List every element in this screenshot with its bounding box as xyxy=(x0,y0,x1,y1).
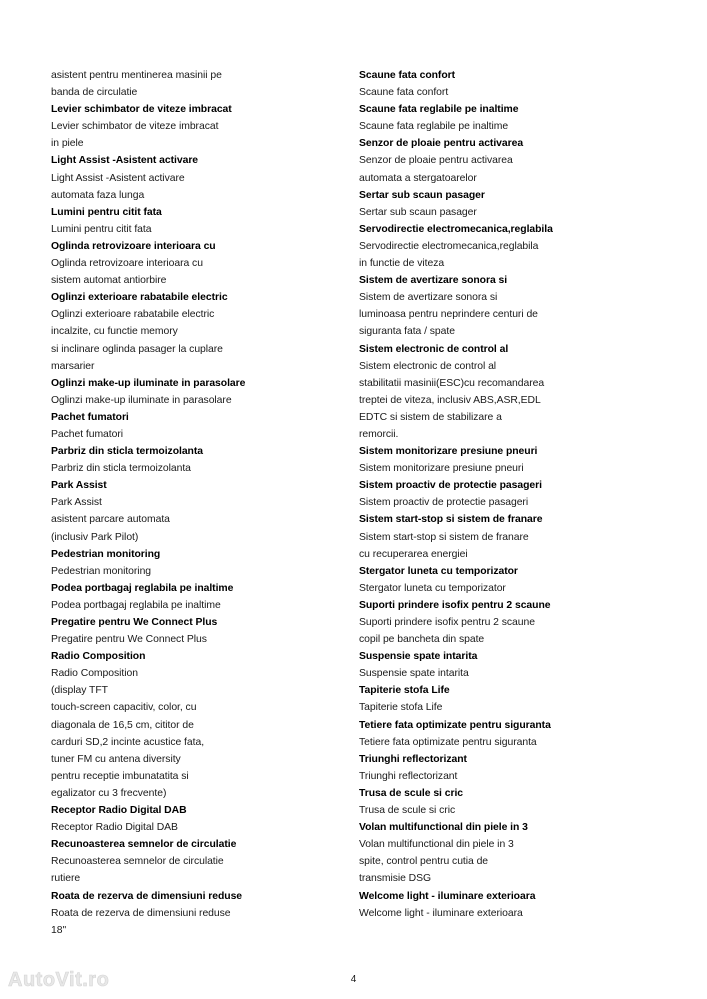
feature-description: Tetiere fata optimizate pentru siguranta xyxy=(359,736,537,748)
feature-description: Suspensie spate intarita xyxy=(359,668,469,680)
feature-heading: Oglinzi make-up iluminate in parasolare xyxy=(51,377,246,389)
feature-description: sistem automat antiorbire xyxy=(51,275,167,287)
feature-heading: Podea portbagaj reglabila pe inaltime xyxy=(51,582,234,594)
feature-description: Volan multifunctional din piele in 3 xyxy=(359,839,514,851)
feature-description: Sertar sub scaun pasager xyxy=(359,206,477,218)
feature-heading: Servodirectie electromecanica,reglabila xyxy=(359,223,553,235)
feature-heading: Park Assist xyxy=(51,480,107,492)
feature-heading: Tetiere fata optimizate pentru siguranta xyxy=(359,719,551,731)
feature-description: Sistem monitorizare presiune pneuri xyxy=(359,463,524,475)
feature-description: Sistem de avertizare sonora si xyxy=(359,292,498,304)
feature-description: treptei de viteza, inclusiv ABS,ASR,EDL xyxy=(359,394,541,406)
feature-description: asistent parcare automata xyxy=(51,514,170,526)
feature-description: automata a stergatoarelor xyxy=(359,172,477,184)
feature-description: Oglinzi exterioare rabatabile electric xyxy=(51,309,215,321)
feature-description: Pachet fumatori xyxy=(51,428,124,440)
feature-heading: Trusa de scule si cric xyxy=(359,787,464,799)
feature-description: Scaune fata reglabile pe inaltime xyxy=(359,121,509,133)
feature-description: Suporti prindere isofix pentru 2 scaune xyxy=(359,617,535,628)
feature-description: cu recuperarea energiei xyxy=(359,548,468,560)
page-number: 4 xyxy=(350,974,357,985)
feature-heading: Senzor de ploaie pentru activarea xyxy=(359,138,524,150)
feature-description: in piele xyxy=(51,138,84,150)
feature-description: EDTC si sistem de stabilizare a xyxy=(359,411,502,423)
feature-description: marsarier xyxy=(51,360,95,372)
feature-heading: Levier schimbator de viteze imbracat xyxy=(51,104,232,116)
feature-description: diagonala de 16,5 cm, cititor de xyxy=(51,719,194,731)
feature-description: si inclinare oglinda pasager la cuplare xyxy=(51,343,223,355)
feature-heading: Recunoasterea semnelor de circulatie xyxy=(51,839,237,851)
feature-description: Parbriz din sticla termoizolanta xyxy=(51,463,191,475)
feature-description: Senzor de ploaie pentru activarea xyxy=(359,155,513,167)
feature-heading: Pedestrian monitoring xyxy=(51,548,161,560)
feature-heading: Tapiterie stofa Life xyxy=(359,685,450,697)
feature-heading: Stergator luneta cu temporizator xyxy=(359,565,518,577)
feature-description: spite, control pentru cutia de xyxy=(359,856,489,868)
feature-heading: Lumini pentru citit fata xyxy=(51,206,162,218)
feature-heading: Pregatire pentru We Connect Plus xyxy=(51,617,218,628)
feature-description: Roata de rezerva de dimensiuni reduse xyxy=(51,907,231,919)
feature-description: siguranta fata / spate xyxy=(359,326,455,338)
feature-heading: Sistem monitorizare presiune pneuri xyxy=(359,446,538,458)
feature-heading: Volan multifunctional din piele in 3 xyxy=(359,822,528,834)
feature-description: Sistem start-stop si sistem de franare xyxy=(359,531,529,543)
feature-description: egalizator cu 3 frecvente) xyxy=(51,787,167,799)
feature-description: Servodirectie electromecanica,reglabila xyxy=(359,240,539,252)
feature-heading: Sistem electronic de control al xyxy=(359,343,509,355)
feature-heading: Suporti prindere isofix pentru 2 scaune xyxy=(359,599,551,611)
feature-description: 18" xyxy=(51,924,67,936)
feature-description: Sistem electronic de control al xyxy=(359,360,497,372)
feature-heading: Receptor Radio Digital DAB xyxy=(51,805,187,817)
feature-description: in functie de viteza xyxy=(359,258,445,270)
feature-heading: Oglinzi exterioare rabatabile electric xyxy=(51,292,228,304)
feature-description: Trusa de scule si cric xyxy=(359,805,456,817)
feature-description: Welcome light - iluminare exterioara xyxy=(359,907,523,919)
feature-description: Oglinda retrovizoare interioara cu xyxy=(51,258,203,270)
feature-description: transmisie DSG xyxy=(359,873,432,885)
feature-description: pentru receptie imbunatatita si xyxy=(51,770,189,782)
feature-description: Recunoasterea semnelor de circulatie xyxy=(51,856,224,868)
feature-description: Radio Composition xyxy=(51,668,138,680)
left-column xyxy=(51,67,351,939)
feature-heading: Triunghi reflectorizant xyxy=(359,753,467,765)
feature-description: Pregatire pentru We Connect Plus xyxy=(51,634,207,646)
right-column xyxy=(359,67,659,922)
watermark-logo: AutoVit.ro xyxy=(8,969,110,991)
feature-description: automata faza lunga xyxy=(51,189,145,201)
feature-description: Podea portbagaj reglabila pe inaltime xyxy=(51,599,221,611)
feature-description: copil pe bancheta din spate xyxy=(359,634,485,646)
feature-description: rutiere xyxy=(51,873,81,885)
feature-heading: Sistem de avertizare sonora si xyxy=(359,275,508,287)
feature-heading: Scaune fata confort xyxy=(359,70,456,81)
feature-description: asistent pentru mentinerea masinii pe xyxy=(51,70,222,81)
feature-description: Scaune fata confort xyxy=(359,87,449,99)
feature-description: banda de circulatie xyxy=(51,87,138,99)
feature-heading: Sistem proactiv de protectie pasageri xyxy=(359,480,542,492)
feature-description: Lumini pentru citit fata xyxy=(51,223,152,235)
feature-description: incalzite, cu functie memory xyxy=(51,326,178,338)
feature-heading: Light Assist -Asistent activare xyxy=(51,155,199,167)
feature-heading: Suspensie spate intarita xyxy=(359,651,478,663)
feature-description: remorcii. xyxy=(359,428,399,440)
feature-description: stabilitatii masinii(ESC)cu recomandarea xyxy=(359,377,545,389)
feature-description: Oglinzi make-up iluminate in parasolare xyxy=(51,394,232,406)
feature-description: Receptor Radio Digital DAB xyxy=(51,822,178,834)
feature-description: carduri SD,2 incinte acustice fata, xyxy=(51,736,205,748)
feature-heading: Sistem start-stop si sistem de franare xyxy=(359,514,543,526)
feature-description: luminoasa pentru neprindere centuri de xyxy=(359,309,538,321)
feature-heading: Scaune fata reglabile pe inaltime xyxy=(359,104,519,116)
feature-description: Sistem proactiv de protectie pasageri xyxy=(359,497,529,509)
feature-heading: Radio Composition xyxy=(51,651,146,663)
feature-description: (inclusiv Park Pilot) xyxy=(51,531,139,543)
feature-description: Pedestrian monitoring xyxy=(51,565,152,577)
feature-heading: Pachet fumatori xyxy=(51,411,129,423)
feature-heading: Welcome light - iluminare exterioara xyxy=(359,890,536,902)
feature-description: Triunghi reflectorizant xyxy=(359,770,458,782)
feature-description: touch-screen capacitiv, color, cu xyxy=(51,702,197,714)
feature-heading: Sertar sub scaun pasager xyxy=(359,189,485,201)
feature-description: Tapiterie stofa Life xyxy=(359,702,443,714)
feature-description: Park Assist xyxy=(51,497,102,509)
feature-description: Light Assist -Asistent activare xyxy=(51,172,185,184)
feature-heading: Roata de rezerva de dimensiuni reduse xyxy=(51,890,243,902)
feature-heading: Oglinda retrovizoare interioara cu xyxy=(51,240,216,252)
feature-description: Levier schimbator de viteze imbracat xyxy=(51,121,219,133)
feature-description: Stergator luneta cu temporizator xyxy=(359,582,506,594)
feature-description: (display TFT xyxy=(51,685,108,697)
feature-heading: Parbriz din sticla termoizolanta xyxy=(51,446,203,458)
feature-description: tuner FM cu antena diversity xyxy=(51,753,181,765)
